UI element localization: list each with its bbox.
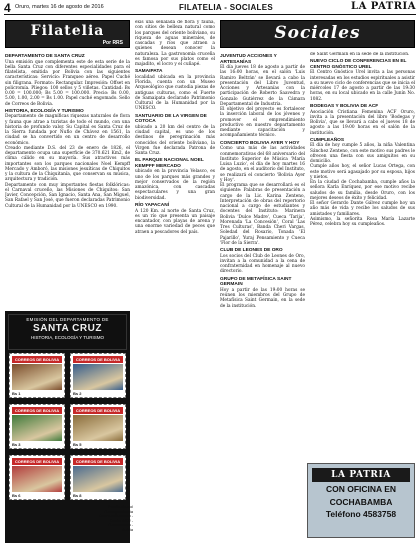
article-paragraph: Departamento de magníficas riquezas naturales de flora y fauna que atrae a turistas de todo el mundo, con una historia de profundo valor. Su Capital es Santa Cruz de la Sierra fundada por Ñuflo de Chávez en 1561, la ciudad se ha convertido en un centro de desarrollo económico. bbox=[5, 114, 130, 146]
filatelia-title: Filatelia bbox=[30, 23, 105, 39]
stamp-picture bbox=[73, 364, 123, 390]
postage-stamp bbox=[70, 455, 126, 500]
article-paragraph: El día de hoy cumple 5 años, la niña Valentina Sánchez Zenteno, con este motivo sus padres le ofrecen una fiesta con sus amiguitos en su domicilio. bbox=[310, 143, 415, 165]
postage-stamp bbox=[9, 404, 65, 449]
article-heading: SAMAIPATA bbox=[135, 69, 163, 75]
article-paragraph: Asimismo, la señorita Rosa María Lazarte Pérez, celebra hoy su cumpleaños. bbox=[310, 216, 415, 228]
article-paragraph: Hoy a partir de las 19:00 horas se reúnen los miembros del Grupo de Metafísica Saint Germain, en la sede de la institución. bbox=[220, 287, 305, 309]
sociales-column-1 bbox=[220, 52, 305, 540]
article-paragraph: Cumple años hoy, el señor Lucas Ortega, con este motivo será agasajado por su esposa, hijos y nietos. bbox=[310, 164, 415, 180]
stamp-picture bbox=[12, 364, 62, 390]
stamp-country: CORREOS DE BOLIVIA bbox=[73, 356, 123, 363]
article-paragraph: El programa que se desarrollará es el siguiente: Palabras de presentación a cargo de la Lic. Karina Zenteno, Interpretación de obras del repertorio nacional a cargo de estudiantes y docentes del Instituto: Marinera Bolivia 'Dulce Madre', Cueca 'Tarija', Morenada 'La Concesión', Coral 'Las Tres Culturas', Banda Cheri Vargas, Soledad del Rosario, Tonada 'El Pajarillo', Yuraj Pensamiento y Cueca 'Flor de la Sierra'. bbox=[220, 183, 305, 246]
article-heading: SANTUARIO DE LA VIRGEN DE COTOCA bbox=[135, 113, 207, 125]
page-header bbox=[4, 2, 416, 15]
article-paragraph: localidad ubicada en la provincia Florida, cuenta con un Museo Arqueológico que custodia piezas de antiguas culturas, como el Fuerte de Samaipata declarado Patrimonio Cultural de la Humanidad por la UNESCO. bbox=[135, 74, 215, 112]
article-paragraph: El Centro Gnóstico Urel invita a las personas interesadas en los estudios espirituales a asistir a su nuevo ciclo de conferencias que se inicia el miércoles 17 de agosto a partir de las 19:30 horas, en su local ubicado en la calle Junín No. 1082. bbox=[310, 70, 415, 102]
article-paragraph: A 120 Km. al norte de Santa Cruz, es un río que presenta un paisaje encantador, con playas de arena y una enorme variedad de peces que atraen a pescadores del país. bbox=[135, 208, 215, 235]
sociales-title: Sociales bbox=[274, 23, 361, 43]
stamp-title-sub: HISTORIA, ECOLOGÍA Y TURISMO bbox=[31, 335, 104, 340]
article-heading: CUMPLEAÑOS bbox=[310, 137, 345, 143]
article-paragraph: ubicado a 20 km del centro de la ciudad capital, es uno de los destinos de peregrinación más conocidos del oriente boliviano, la Virgen fue declarada Patrona de Santa Cruz. bbox=[135, 124, 215, 157]
stamp-value: Bs 5 bbox=[73, 442, 82, 447]
article-heading: NUEVO CICLO DE CONFERENCIAS EN EL CENTRO GNÓSTICO UREL bbox=[310, 59, 407, 70]
advert-line-3: Teléfono 4583758 bbox=[325, 509, 397, 519]
postage-stamp bbox=[9, 353, 65, 398]
article-paragraph: Como una más de las actividades conmemorativas del 68 aniversario del Instituto Superior de Música 'María Luisa Luzio', el día de hoy martes 16 de agosto, en el auditorio del Instituto, se realizará el concierto 'Bolivia Ayer y Hoy'. bbox=[220, 146, 305, 183]
article-paragraph: de Saint Germain en la sede de la institución. bbox=[310, 52, 410, 57]
stamp-country: CORREOS DE BOLIVIA bbox=[12, 356, 62, 363]
article-heading: HISTORIA, ECOLOGÍA Y TURISMO bbox=[5, 108, 84, 114]
article-paragraph: Una emisión que complementa este de esta serie de la bella Santa Cruz con diferentes especialidades para el filatelista, emitida por Bolivia con las siguientes características: Servicio: Franqueo aéreo. Papel Cuché sin filigrana. Formato: Rectangular. Impresión: Offset en policromía. Pliegos: 100 sellos y 5 viñetas. Cantidad: Bs 0.00 = 100.000; Bs 5.00 = 100.000. Precio: Bs 0.00, 5.00, 1.00, 2.00 = Bs 1.00. Papel cuché engomado. Sello de Correos de Bolivia. bbox=[5, 59, 130, 107]
stamp-country: CORREOS DE BOLIVIA bbox=[12, 458, 62, 465]
filatelia-banner bbox=[5, 20, 130, 48]
article-paragraph: Los socios del Club de Leones de Oro, invitan a la comunidad a la cena de confraternidad en homenaje al nuevo directorio. bbox=[220, 253, 305, 275]
article-paragraph: exis una señalada de flora y fauna, con sitios de belleza natural como los parques del oriente boliviano, su riqueza de aguas minerales, de cascadas y ríos que atraen a quienes desean conocer la naturaleza. La gastronomía cruceña es famosa por sus platos como el majadito, el locro y el cuñapé. bbox=[135, 20, 215, 67]
article-heading: JUVENTUD ACCIONES Y ARTESANÍAS bbox=[220, 54, 277, 65]
article-heading: BODEGAS Y BOLIVIA DE ACF bbox=[310, 103, 379, 109]
article-paragraph: En la ciudad de Cochabamba, cumple años la señora Karla Enríquez, por ese motivo recibe saludos de su familia, desde Oruro, con los mejores deseos de éxito y felicidad. bbox=[310, 180, 415, 201]
stamp-value: Bs 2 bbox=[73, 391, 82, 396]
article-heading: DEPARTAMENTO DE SANTA CRUZ bbox=[5, 54, 85, 59]
article-paragraph: El señor Gerardo Dante Gálvez cumple hoy un año más de vida y recibe los saludos de sus amistades y familiares. bbox=[310, 201, 415, 217]
postage-stamp bbox=[70, 353, 126, 398]
stamp-country: CORREOS DE BOLIVIA bbox=[73, 458, 123, 465]
article-heading: CONCIERTO BOLIVIA AYER Y HOY bbox=[220, 140, 300, 146]
article-heading: EL PARQUE NACIONAL NOEL KEMPFF MERCADO bbox=[135, 158, 204, 169]
sociales-column-2 bbox=[310, 52, 415, 457]
stamp-value: Bs 8 bbox=[73, 493, 82, 498]
page-number: 4 bbox=[4, 1, 11, 15]
office-advert-box bbox=[307, 463, 415, 538]
stamp-picture bbox=[73, 466, 123, 492]
date-line: Oruro, martes 16 de agosto de 2016 bbox=[15, 4, 104, 10]
article-paragraph: ubicado en la provincia Velasco, es uno de los parques más grandes y mejor conservados de la región amazónica, con cascadas espectaculares y una gran biodiversidad. bbox=[135, 169, 215, 201]
postage-stamp bbox=[70, 404, 126, 449]
stamp-picture bbox=[73, 415, 123, 441]
stamp-title-main: SANTA CRUZ bbox=[33, 323, 102, 334]
article-paragraph: El objetivo del proyecto es fortalecer la inserción laboral de los jóvenes y promover el emprendimiento productivo en nuestro departamento mediante capacitación y acompañamiento técnico. bbox=[220, 107, 305, 139]
stamp-value: Bs 6 bbox=[12, 493, 21, 498]
section-title: FILATELIA - SOCIALES bbox=[179, 3, 273, 12]
article-paragraph: Creado mediante D.S. del 23 de enero de 1826, el departamento ocupa una superficie de 370.621 Km2, de clima cálido en su mayoría. Sus atractivos más importantes son los parques nacionales Noel Kempff Mercado y Amboró, las misiones jesuíticas de Chiquitos y la cultura de la Chiquitanía, que conservan su música, arquitectura y tradición. bbox=[5, 145, 130, 183]
filatelia-byline: Por RRS bbox=[102, 40, 123, 46]
stamp-picture bbox=[12, 415, 62, 441]
stamp-caption: Familia Ecobol Correspondencia Gabriela Rossman - Casilla 4802 - Cochabamba - Bolivia bbox=[99, 505, 133, 532]
advert-logo: LA PATRIA bbox=[312, 468, 410, 482]
article-paragraph: Departamento con muy importantes fiestas folklóricas: el Carnaval cruceño, las Misiones de Chiquitos: San Javier, Concepción, San Ignacio, Santa Ana, San Miguel, San Rafael y San José, que fueron declaradas Patrimonio Cultural de la Humanidad por la UNESCO en 1990. bbox=[5, 182, 130, 209]
stamp-country: CORREOS DE BOLIVIA bbox=[73, 407, 123, 414]
article-paragraph: El día jueves 18 de agosto a partir de las 16:00 horas, en el salón 'Luis Ramiro Beltrán' se llevará a cabo la presentación del Libro Juventud, Acciones y Artesanías con la participación de Roberto Saavedra y Gonzalo Gutiérrez de la Cámara Departamental de Industria. bbox=[220, 65, 305, 107]
filatelia-column-2 bbox=[135, 20, 215, 540]
stamp-value: Bs 3 bbox=[12, 442, 21, 447]
postage-stamp bbox=[9, 455, 65, 500]
advert-line-1: CON OFICINA EN bbox=[325, 484, 397, 494]
stamp-picture bbox=[12, 466, 62, 492]
stamp-country: CORREOS DE BOLIVIA bbox=[12, 407, 62, 414]
article-heading: RÍO YAPACANÍ bbox=[135, 202, 170, 208]
sociales-banner bbox=[220, 20, 415, 48]
newspaper-logo: LA PATRIA bbox=[351, 1, 416, 12]
article-heading: GRUPO DE METAFÍSICA SAINT GERMAIN bbox=[220, 276, 292, 288]
article-heading: CLUB DE LEONES DE ORO bbox=[220, 248, 283, 254]
advert-line-2: COCHABAMBA bbox=[329, 496, 393, 507]
article-paragraph: Asociación Cristiana Femenina ACF Oruro, invita a la presentación del libro 'Bodegas y Bolivia', que se llevará a cabo el jueves 18 de agosto a las 19:00 horas en el salón de la institución. bbox=[310, 109, 415, 136]
filatelia-column-1 bbox=[5, 52, 130, 308]
stamp-title-top: EMISIÓN DEL DEPARTAMENTO DE bbox=[26, 317, 109, 322]
stamp-panel-title bbox=[8, 314, 127, 350]
stamp-value: Bs 1 bbox=[12, 391, 21, 396]
